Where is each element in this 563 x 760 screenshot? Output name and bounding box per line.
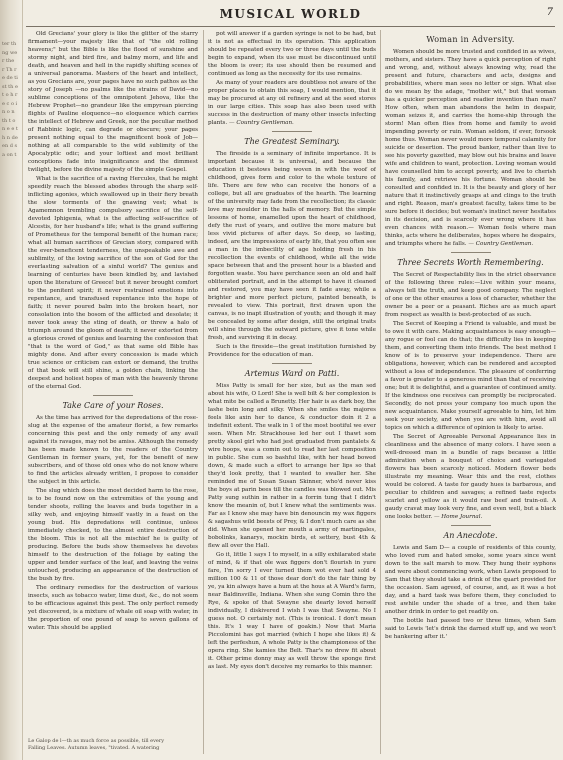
article-title-woman: Woman in Adversity. [426,35,515,44]
article-title-secrets: Three Secrets Worth Remembering. [397,258,544,267]
roses-paragraph-5 [208,79,376,127]
artemus-paragraph-2: Go it, little 1 says I to myself, in a silly exhilarated state of mind, & if that ole wax figgers don't flourish in yure fare, I'm sorry I ever turned them wot ever had sold 4 million 100 & 11 of those dear don't do the fair thing by ye, ya kin always have a hum at the hous at A Ward's farm, near Baldinsville, Indiana. When she sung Comin thro the Rye, & spoke of that Swayne she dearly loved herself individually, I diskivered I wish I was that Swayne. No I guess not. O certainly not. (This is ironical. I don't mean this. It's 1 way I have of goakin.) Now that Maria Piccolomini has got married (which I hope she likes it) & left the perfeshun, A whole Patty is the championess of the opera ring. She kamies the Belt. Thar's no drew fit about it. Other prime donny may as well throw the sponge first as last. My eyes don't deceive my remarks to this manner. [208,552,376,670]
column-right [380,30,556,754]
divider [272,363,312,364]
secrets-paragraph-3 [385,433,556,521]
divider [272,131,312,132]
bottom-note-line-2: Falling Leaves. Autumn leaves, "tivated. A watering [28,745,160,751]
seminary-paragraph-1: The fireside is a seminary of infinite importance. It is important because it is universal, and because the education it bestows being woven in with the woof of childhood, gives form and color to the whole texture of life. There are few who can receive the honors of a college, but all are graduates of the hearth. The learning of the university may fade from the recollection; its classic love may moulder in the halls of memory. But the simple lessons of home, enamelled upon the heart of childhood, defy the rust of years, and outlive the more mature but less vivid pictures of after days. So deep, so lasting, indeed, are the impressions of early life, that you often see a man in the imbecility of age holding fresh in his recollection the events of childhood, while all the wide space between that and the present hour is a blasted and forgotten waste. You have perchance seen an old and half obliterated portrait, and in the attempt to have it cleaned and restored, you may have seen it fade away, while a brighter and more perfect picture, painted beneath, is revealed to view. This portrait, first drawn upon the canvas, is no inapt illustration of youth; and though it may be concealed by some after design, still the original traits will shine through the outward picture, give it tone while fresh, and surviving it in decay. [208,151,376,341]
page-number: 7 [546,7,553,18]
roses-paragraph-5-text: As many of your readers are doubtless not aware of the proper places to obtain this soap, I would mention, that it may be procured at any oil refinery and at the seed stores in our large cities. This soap has also been used with success in the destruction of many other insects infecting plants. [208,80,376,126]
page-title: MUSICAL WORLD [219,7,362,21]
secrets-paragraph-3-text: The Secret of Agreeable Personal Appearance lies in cleanliness and the absence of many colors. I have seen a well-dressed man in a bundle of rags because a little admiration when a bouquet of choice and variegated flowers has been scarcely noticed. Modern flower beds illustrate my meaning. Wear this and the rest, clothes would be colored. A taste for gaudy hues is barbarous, and peculiar to children and savages; a refined taste rejects scarlet and yellow as it would raw beef and train-oil. A gaudy cravat may look very fine, and even well, but a black one looks better. [385,434,556,520]
bible-paragraph-2: What is the sacrifice of a raving Hercules, that he might speedily reach the blessed abodes through the sharp self-inflicting agonies, which swallowed up in their fiery breath the slow torments of the gnawing vest; what is Agamemnon trembling compulsory sacrifice of the self-devoted Iphigenia, what is the affecting self-sacrifice of Alcestis, for her husband's life; what is the grand suffering of Prometheus for the temporal benefit of the human race; what all human sacrifices of Grecian story, compared with the ever-beneficent tenderness, the unspeakable awe and sublimity, of the loving sacrifice of the son of God for the everlasting salvation of a sinful world? The genius and learning of centuries have been kindled by, and lavished upon the literature of Greece! but it never brought comfort to the penitent spirit; it never restrained emotions into repentance, and transfused repentance into the hope of faith; it never poured balm into the broken heart, nor consolation into the bosom of the afflicted and desolate; it never took away the sting of death, or threw a halo of triumph around the gloom of death; it never extorted from a glorious crowd of genius and learning the confession that "that is the word of God," as that same old Bible has mighty done. And after every concession is made which true science or criticism can extort or demand, the truths of that book will still shine, a golden chain, linking the deepest and holiest hopes of man with the heavenly throne of the eternal God. [28,176,198,390]
divider [451,525,491,526]
bible-paragraph-1: Old Grecians' your glory is like the glitter of the starry firmament—your majesty like that of "the old rolling heavens;" but the Bible is like the flood of sunshine and stormy night, and bird fire, and balmy morn, and life and death, and heaven and hell in the rapidly shifting scenes of a universal panorama. Masters of the heart and intellect, as you Grecians are, your pages have no such pathos as the story of Joseph —no psalms like the strains of David—no sublime conceptions of the omnipotent Jehova, like the Hebrew Prophet—no grandeur like the empyrean piercing flights of Pauline eloquence—no eloquence which carries the intellect of Hebrew and Greek, nor the peculiar method of Rabbinic logic, can degrade or obscure; your pages present nothing equal to the magnificent book of Job—nothing at all comparable to the wild sublimity of the Apocalyptic odic; and your loftiest and most brilliant conceptions fade into insignificance and the dimmest twilight, before the divine majesty of the simple Gospel. [28,31,198,173]
secrets-paragraph-1: The Secret of Respectability lies in the strict observance of the following three rules:—Live within your means, always tell the truth, and keep good company. The neglect of one or the other ensures a loss of character, whether the owner be a peer or a peasant. Riches are as much apart from respect as wealth is best-protected of as such. [385,272,556,318]
signature-country-gentleman: — Country Gentleman. [229,120,294,126]
anecdote-paragraph-2: The bottle had passed two or three times, when Sam said to Lewis 'let's drink the darned stuff up, and we won't be hankering after it.' [385,618,556,640]
woman-paragraph-1 [385,48,556,248]
roses-paragraph-1: As the time has arrived for the depredations of the rose-slug at the expense of the amateur florist, a few remarks concerning this pest and the only remedy of any avail against its ravages, may not be amiss. Although the remedy has been made known to the readers of the Country Gentleman in former years, yet, for the benefit of new subscribers, and of those old ones who do not know where to find the articles already written, I propose to consider the subject in this article. [28,415,198,485]
artemus-paragraph-1: Miss Patty is small for her size, but as the man sed about his wife, O Lord! She is well bilt & her complexion is what mite be called a Brunetty. Her hair is as dark boy, the lashe bein long and silky. When she smiles the majores feels like axin her to dance, & conductor doin it 2 a indefinit extent. The walk in 1 of the most bootiful we ever seen. When Mr. Strackhouse led her out I thawt som pretty skool girl who had jest graduated from pantalets & wire hoops, was a comin out to read her last composition in public. She cum so bashful like, with her head bowed down, & made such a effort to arrange her lips so that they'd look pretty, that I wanted to swaller her. She reminded me of Susan Susan Skinner, who'd never kiss the boys at parin bees till the candles was blowed out. Mis Patty sung suthin in rather in a forrin tung that I didn't know the meanin of, but I knew what the sentiments was. Far as I know she may have bin denouncin my wax figgers & sagashus wild beests of Prey, & I don't much care as she did. When she opened her mouth a army of martingales, bobolinks, kanarys, mockin birds, et settery, bust 4th & flew all over the Hall. [208,383,376,549]
signature-home-journal: — Home Journal. [433,514,483,520]
divider [93,395,133,396]
binding-gutter [0,0,23,760]
roses-paragraph-2: The slug which does the most decided harm to the rose, is to be found now on the extremities of the young and tender shoots, rolling the leaves and buds together in a silky web, and enjoying himself vastly in a feast on the young bud. His depredations will continue, unless immediately checked, to the almost entire destruction of the bloom. This is not all the mischief he is guilty of producing. Before the buds show themselves he devotes himself to the destruction of the foliage by eating the upper and tender surface of the leaf, and leaving the veins untouched, producing an appearance of the destruction of the bush by fire. [28,488,198,582]
article-title-artemus: Artemus Ward on Patti. [244,369,340,378]
secrets-paragraph-2: The Secret of Keeping a Friend is valuable, and must be to owe it with care. Making acquaintances is easy enough—any rogue or fool can do that; the difficulty lies in keeping them, and converting them into friends. The best method I know of is to preserve your independence. There are obligations, however, which can be rendered and accepted without a loss of independence. The pleasure of conferring a favor is greater to a generous mind than that of receiving one; but it is delightful, and a guarantee of continued amity. If the kindness one receives can promptly be reciprocated. Secondly, do not press your company too much upon the new acquaintance. Make yourself agreeable to him, let him seek your society, and when you are with him, avoid all topics on which a difference of opinion is likely to arise. [385,321,556,431]
woman-paragraph-1-text: Women should be more trusted and confided in as wives, mothers, and sisters. They have a quick perception of right and wrong, and, without always knowing why, read the present and future, characters and acts, designs and probabilities, where man sees no letter or sign. What else do we mean by the adage, "mother wit," but that woman has a quicker perception and readier invention than man? How often, when man abandons the helm in despair, woman seizes it, and carries the home-ship through the storm! Man often flies from home and family to avoid impending poverty or ruin. Woman seldom, if ever, forsook home thus. Woman never would more temporal calamity for suicide or desertion. The proud banker, rather than live to see his poverty gazetted, may blow out his brains and leave wife and children to want, protection. Loving woman would have counselled him to accept poverty, and live to cherish his family, and retrieve his fortune. Woman should be consulted and confided in. It is the beauty and glory of her nature that it instinctively grasps at and clings to the truth and right. Reason, man's greatest faculty, takes time to be sure before it decides; but woman's instinct never hesitates in its decision, and is scarcely ever wrong where it has even chances with reason.— Woman feels where man thinks, acts where he deliberates, hopes where he despairs, and triumphs where he falls. [385,49,556,247]
column-middle [203,30,376,754]
bottom-note-line-1: Le Galop de l—th as much force as possible, till every [28,738,165,744]
anecdote-paragraph-1: Lewis and Sam D— a couple of residents of this county, who loved rum and hated smoke, some years since went down to the salt marsh to mow. They hung their syphons and were about commencing work, when Lewis proposed to Sam that they should take a drink of the quart provided for the occasion. Sam agreed, of course, and, as it was a hot day, and a hard task was before them, they concluded to rest awhile under the shade of a tree, and then take another drink in order to get readily on. [385,545,556,615]
column-left [28,30,198,754]
page-header [26,4,555,27]
article-title-roses: Take Care of your Roses. [62,401,164,410]
divider [451,252,491,253]
signature-country-gentleman-2: — Country Gentleman. [468,241,534,247]
roses-paragraph-3: The ordinary remedies for the destruction of various insects, such as tobacco water, lime dust, &c., do not seem to be efficacious against this pest. The only perfect remedy yet discovered, is a mixture of whale oil soap with water, in the proportion of one pound of soap to seven gallons of water. This should be applied [28,585,198,631]
article-title-anecdote: An Anecdote. [443,531,498,540]
gutter-text: ter th ng wer the r Th re de ti st th e t o h re c o in o n th t on e e th n de en d s a on t [2,41,18,158]
bottom-note [28,738,198,752]
seminary-paragraph-2: Such is the fireside—the great institution furnished by Providence for the education of man. [208,344,376,358]
roses-paragraph-4: pot will answer if a garden syringe is not to be had, but it is not as effectual in its operation. This application should be repeated every two or three days until the buds begin to expand, when its use must be discontinued until the bloom is over; its use should then be resumed and continued as long as the necessity for its use remains. [208,31,376,77]
article-title-seminary: The Greatest Seminary. [244,137,340,146]
